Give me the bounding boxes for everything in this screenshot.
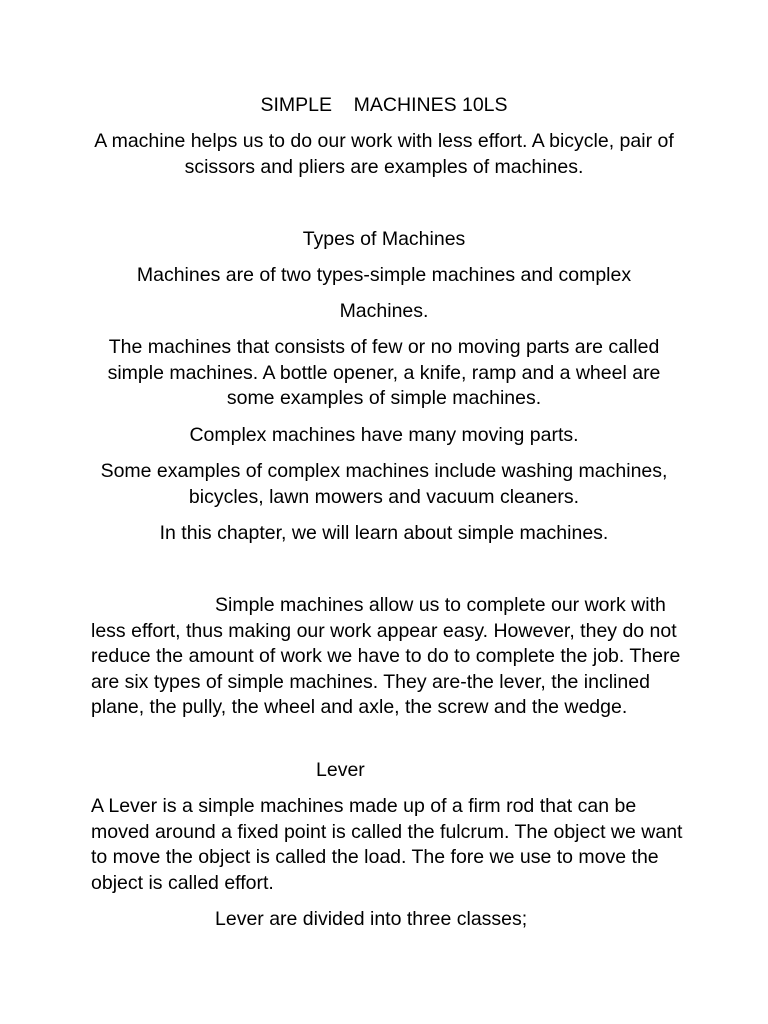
simple-machines-definition: The machines that consists of few or no moving parts are called simple machines. A bottle opener, a knife, ramp and a wheel are some examples of simple machines. xyxy=(107,336,666,409)
simple-machines-paragraph: Simple machines allow us to complete our work with less effort, thus making our work appear easy. However, they do not reduce the amount of work we have to do to complete the job. There are six types of simple machines. They are-the lever, the inclined plane, the pully, the wheel and axle, the screw and the wedge. xyxy=(91,594,686,718)
complex-machines-examples: Some examples of complex machines include washing machines, bicycles, lawn mowers and vacuum cleaners. xyxy=(100,460,673,508)
document-title: SIMPLE MACHINES 10LS xyxy=(260,94,508,116)
types-heading: Types of Machines xyxy=(302,228,466,250)
lever-paragraph: A Lever is a simple machines made up of a firm rod that can be moved around a fixed point is called the fulcrum. The object we want to move the object is called the load. The fore we use to move the object is called effort. xyxy=(91,795,688,894)
lever-heading: Lever xyxy=(316,759,365,781)
types-line-1: Machines are of two types-simple machines and complex xyxy=(136,264,632,286)
types-line-2: Machines. xyxy=(339,300,429,322)
lever-classes: Lever are divided into three classes; xyxy=(215,908,528,930)
complex-machines-definition: Complex machines have many moving parts. xyxy=(189,424,579,446)
chapter-note: In this chapter, we will learn about simple machines. xyxy=(159,522,609,544)
intro-paragraph: A machine helps us to do our work with less effort. A bicycle, pair of scissors and pliers are examples of machines. xyxy=(94,130,680,178)
